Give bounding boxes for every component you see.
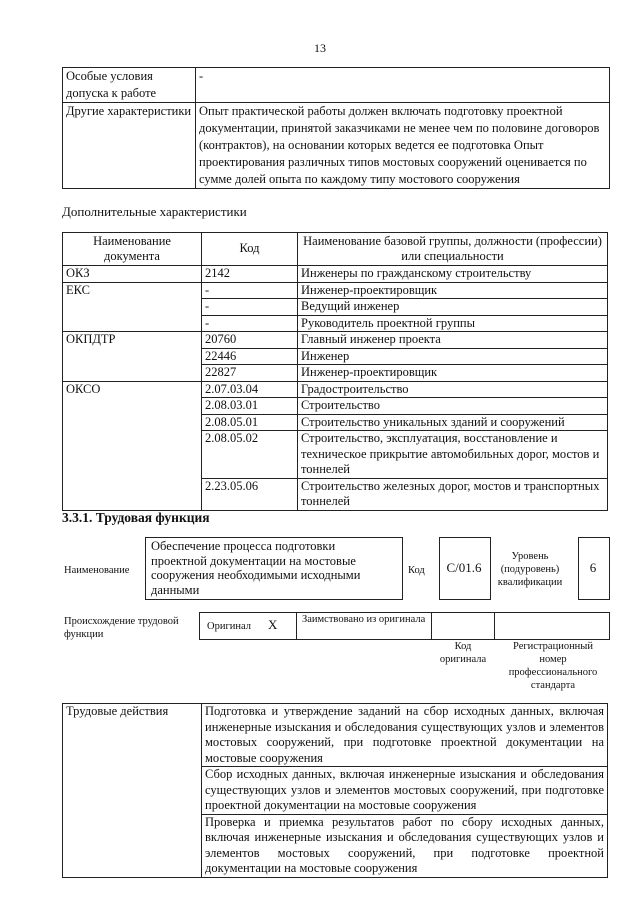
additional-characteristics-table xyxy=(62,232,608,511)
code-cell: - xyxy=(202,315,298,332)
column-header: Наименование документа xyxy=(63,233,202,266)
row-label: Другие характеристики xyxy=(63,103,196,189)
top-characteristics-table xyxy=(62,67,610,189)
doc-cell: ОКСО xyxy=(63,381,202,510)
name-cell: Инженеры по гражданскому строительству xyxy=(298,266,608,283)
name-cell: Главный инженер проекта xyxy=(298,332,608,349)
table-row xyxy=(63,282,608,299)
doc-cell: ОКПДТР xyxy=(63,332,202,382)
code-cell: 2.23.05.06 xyxy=(202,478,298,510)
code-cell: 22827 xyxy=(202,365,298,382)
origin-divider-2 xyxy=(431,612,432,639)
qualification-level-value: 6 xyxy=(589,560,597,575)
origin-divider-1 xyxy=(296,612,297,639)
code-cell: 2.07.03.04 xyxy=(202,381,298,398)
table-row xyxy=(63,266,608,283)
origin-divider-3 xyxy=(494,612,495,639)
code-cell: - xyxy=(202,282,298,299)
table-row xyxy=(63,704,608,767)
code-cell: 2.08.03.01 xyxy=(202,398,298,415)
original-mark: X xyxy=(268,617,278,632)
name-cell: Руководитель проектной группы xyxy=(298,315,608,332)
qualification-level-label: Уровень (подуровень) квалификации xyxy=(497,551,563,588)
table-row xyxy=(63,332,608,349)
column-header: Код xyxy=(202,233,298,266)
name-cell: Инженер-проектировщик xyxy=(298,365,608,382)
doc-cell: ЕКС xyxy=(63,282,202,332)
table-row xyxy=(63,381,608,398)
section-title: 3.3.1. Трудовая функция xyxy=(62,510,210,525)
name-cell: Инженер xyxy=(298,348,608,365)
function-name-value: Обеспечение процесса подготовки проектной документации на мостовые сооружения необходимыми исходными данными xyxy=(151,539,361,597)
code-cell: 2.08.05.02 xyxy=(202,431,298,479)
code-cell: - xyxy=(202,299,298,316)
name-cell: Строительство, эксплуатация, восстановление и техническое прикрытие автомобильных дорог, мостов и тоннелей xyxy=(298,431,608,479)
labor-actions-table xyxy=(62,703,608,878)
code-cell: 2.08.05.01 xyxy=(202,414,298,431)
row-value: Опыт практической работы должен включать подготовку проектной документации, принятой заказчиками не менее чем по половине договоров (контрактов), на основании которых ведется ее подготовка Опыт проектирования различных типов мостовых сооружений оценивается по сумме долей опыта по каждому типу мостового сооружения xyxy=(196,103,610,189)
action-item: Подготовка и утверждение заданий на сбор исходных данных, включая инженерные изыскания и обследования существующих узлов и элементов мостовых сооружений, при подготовке проектной документации на мостовые сооружения xyxy=(202,704,608,767)
name-label: Наименование xyxy=(64,565,130,576)
table-row xyxy=(63,103,610,189)
page-number: 13 xyxy=(314,41,326,55)
actions-label: Трудовые действия xyxy=(63,704,202,878)
code-label: Код xyxy=(408,565,425,576)
column-header: Наименование базовой группы, должности (профессии) или специальности xyxy=(298,233,608,266)
function-code-value: С/01.6 xyxy=(446,560,482,575)
registration-number-caption: Регистрационный номер профессионального стандарта xyxy=(508,641,598,691)
action-item: Проверка и приемка результатов работ по сбору исходных данных, включая инженерные изыскания и обследования существующих узлов и элементов мостовых сооружений, при подготовке проектной документации на мостовые сооружения xyxy=(202,814,608,877)
code-cell: 2142 xyxy=(202,266,298,283)
code-cell: 22446 xyxy=(202,348,298,365)
row-value: - xyxy=(196,68,610,103)
name-cell: Инженер-проектировщик xyxy=(298,282,608,299)
additional-characteristics-title: Дополнительные характеристики xyxy=(62,204,247,219)
origin-label: Происхождение трудовой функции xyxy=(64,616,179,640)
code-cell: 20760 xyxy=(202,332,298,349)
original-label: Оригинал xyxy=(207,621,251,632)
row-label: Особые условия допуска к работе xyxy=(63,68,196,103)
table-header-row xyxy=(63,233,608,266)
name-cell: Строительство железных дорог, мостов и транспортных тоннелей xyxy=(298,478,608,510)
name-cell: Строительство уникальных зданий и сооружений xyxy=(298,414,608,431)
name-cell: Градостроительство xyxy=(298,381,608,398)
code-original-caption: Код оригинала xyxy=(439,641,487,665)
borrowed-label: Заимствовано из оригинала xyxy=(302,614,426,625)
name-cell: Ведущий инженер xyxy=(298,299,608,316)
name-cell: Строительство xyxy=(298,398,608,415)
doc-cell: ОКЗ xyxy=(63,266,202,283)
action-item: Сбор исходных данных, включая инженерные изыскания и обследования существующих узлов и элементов мостовых сооружений, при подготовке проектной документации на мостовые сооружения xyxy=(202,767,608,815)
table-row xyxy=(63,68,610,103)
